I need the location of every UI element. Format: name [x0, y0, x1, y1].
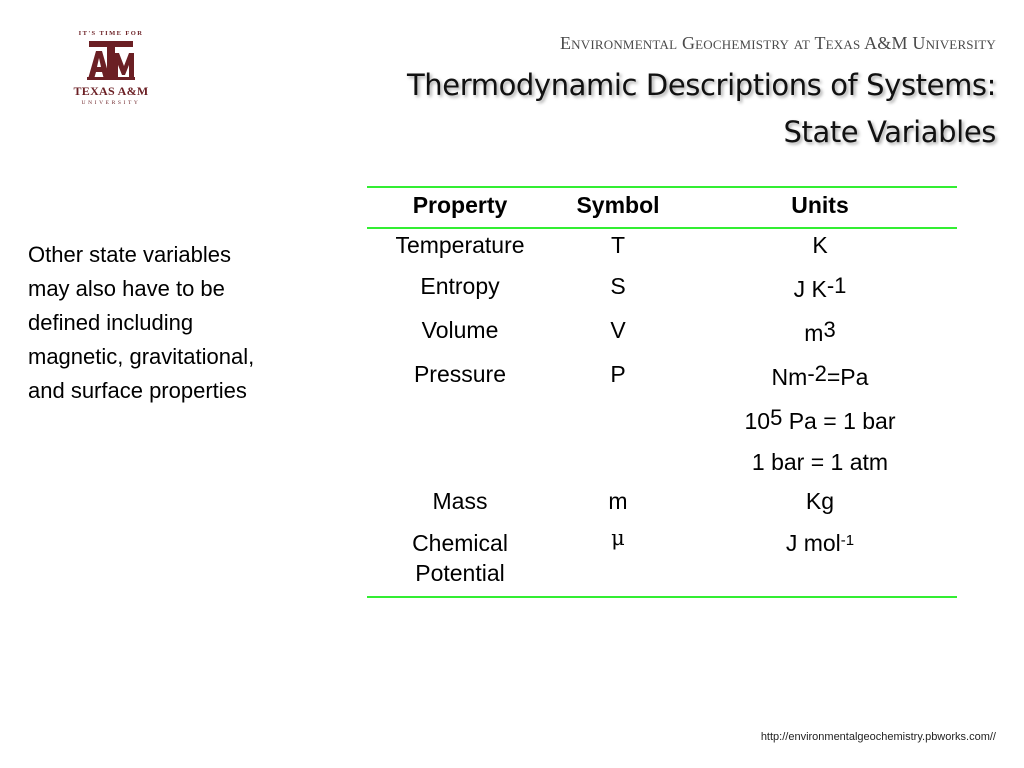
cell-unit: $m^3$ — [804, 317, 836, 346]
side-note-line: may also have to be — [28, 276, 225, 301]
header-property: Property — [412, 192, 508, 218]
cell-unit: $10^5$ Pa = 1 bar — [744, 405, 896, 434]
side-note — [28, 238, 338, 408]
cell-property: Temperature — [395, 232, 525, 258]
cell-unit: $Nm^{-2}=Pa$ — [771, 361, 869, 390]
table-top-rule — [367, 186, 957, 188]
logo-university: UNIVERSITY — [81, 100, 141, 106]
side-note-line: Other state variables — [28, 242, 231, 267]
cell-unit: J $K^{-1}$ — [793, 273, 847, 302]
cell-symbol: m — [608, 488, 628, 514]
header-units: Units — [791, 192, 849, 218]
cell-property: Volume — [421, 317, 499, 343]
table-header-rule — [367, 227, 957, 229]
side-note-line: and surface properties — [28, 378, 247, 403]
table-bottom-rule — [367, 596, 957, 598]
cell-symbol: T — [610, 232, 626, 258]
cell-unit: J mol$^{-1}$ — [785, 530, 855, 556]
cell-symbol: V — [610, 317, 626, 343]
page-title — [276, 62, 996, 156]
title-line-1: Thermodynamic Descriptions of Systems: — [406, 68, 996, 102]
header-subtitle: Environmental Geochemistry at Texas A&M University — [559, 33, 996, 53]
cell-unit: K — [812, 232, 828, 258]
side-note-line: magnetic, gravitational, — [28, 344, 255, 369]
side-note-line: defined including — [28, 310, 194, 335]
footer-url: http://environmentalgeochemistry.pbworks.com// — [760, 731, 996, 743]
state-variables-table — [367, 186, 957, 600]
logo-tagline: IT'S TIME FOR — [78, 30, 144, 37]
cell-symbol: P — [610, 361, 626, 387]
cell-symbol: S — [610, 273, 626, 299]
logo-name: TEXAS A&M — [73, 84, 149, 98]
cell-unit: Kg — [805, 488, 835, 514]
header-symbol: Symbol — [576, 192, 660, 218]
tamu-logo — [62, 30, 160, 116]
title-line-2: State Variables — [783, 115, 996, 149]
cell-symbol: μ — [611, 526, 625, 550]
cell-property: Pressure — [413, 361, 507, 387]
cell-property: Entropy — [420, 273, 500, 299]
cell-property: Chemical Potential — [412, 530, 508, 586]
cell-property: Mass — [432, 488, 488, 514]
cell-unit: 1 bar = 1 atm — [751, 449, 889, 475]
atm-monogram-icon — [86, 39, 136, 81]
